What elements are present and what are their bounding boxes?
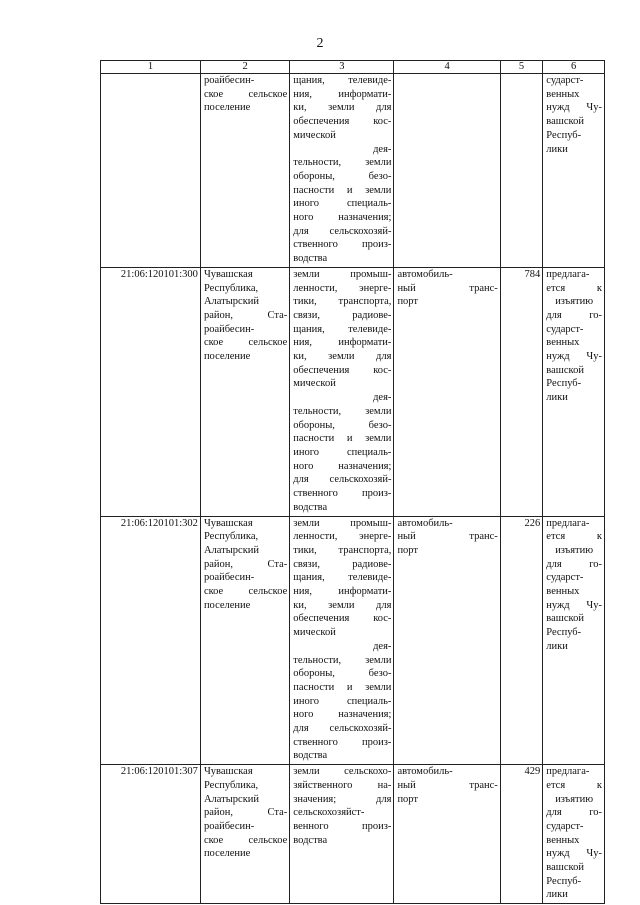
note-line: сударст- <box>546 323 584 335</box>
note-line: ется к <box>546 531 602 543</box>
column-number: 1 <box>101 61 201 74</box>
category-line: мической <box>293 129 336 141</box>
category-line: мической <box>293 627 336 639</box>
land-category-cell <box>290 74 394 268</box>
note-line: сударст- <box>546 75 584 86</box>
note-line: Респуб- <box>546 378 582 390</box>
location-line: поселение <box>203 351 251 363</box>
note-line: Респуб- <box>546 129 582 141</box>
category-line: значения; для <box>293 793 392 805</box>
category-line: связи, радиове- <box>293 309 392 321</box>
note-cell <box>543 765 605 904</box>
table-row <box>101 267 605 516</box>
table-row <box>101 765 605 904</box>
column-number-row <box>101 61 605 74</box>
note-line: вашской <box>546 364 584 376</box>
note-line: Респуб- <box>546 627 582 639</box>
note-line: лики <box>546 889 568 901</box>
note-line: нужд Чу- <box>546 102 602 114</box>
location-cell <box>200 765 289 904</box>
category-line: тики, транспорта, <box>293 296 392 308</box>
column-number: 2 <box>200 61 289 74</box>
location-line: роайбесин- <box>203 820 255 832</box>
land-category-cell <box>290 267 394 516</box>
category-line: обеспечения кос- <box>293 116 392 128</box>
note-line: изъятию <box>555 544 594 556</box>
land-category-cell <box>290 516 394 765</box>
permitted-use-cell <box>394 74 500 268</box>
category-line: земли сельскохо- <box>293 766 392 778</box>
page-number: 2 <box>316 36 324 51</box>
use-line: порт <box>397 296 419 308</box>
note-line: Респуб- <box>546 875 582 887</box>
category-line: иного специаль- <box>293 446 392 458</box>
note-line: вашской <box>546 862 584 874</box>
location-line: ское сельское <box>203 586 288 598</box>
category-line: иного специаль- <box>293 695 392 707</box>
cadastral-number: 21:06:120101:307 <box>101 765 201 904</box>
land-category-cell <box>290 765 394 904</box>
note-line: для го- <box>546 807 602 819</box>
location-line: поселение <box>203 599 251 611</box>
category-line: связи, радиове- <box>293 558 392 570</box>
category-line: водства <box>293 253 328 265</box>
permitted-use-cell <box>394 267 500 516</box>
note-line: предлага- <box>546 517 590 529</box>
use-line: порт <box>397 544 419 556</box>
category-line: водства <box>293 750 328 762</box>
category-line: земли промыш- <box>293 268 392 280</box>
note-cell <box>543 516 605 765</box>
category-line: ния, информати- <box>293 88 392 100</box>
category-line: тики, транспорта, <box>293 544 392 556</box>
note-line: венных <box>546 834 580 846</box>
location-line: поселение <box>203 102 251 114</box>
category-line: ки, земли для <box>293 351 392 363</box>
category-line: ственного произ- <box>293 736 392 748</box>
category-line: ленности, энерге- <box>293 531 392 543</box>
location-line: ское сельское <box>203 337 288 349</box>
category-line: для сельскохозяй- <box>293 723 392 735</box>
note-line: нужд Чу- <box>546 848 602 860</box>
category-line: иного специаль- <box>293 198 392 210</box>
use-line: ный транс- <box>397 779 498 791</box>
category-line: обеспечения кос- <box>293 613 392 625</box>
location-line: Чувашская <box>203 517 253 529</box>
column-number: 4 <box>394 61 500 74</box>
note-line: венных <box>546 586 580 598</box>
land-plots-table <box>100 60 605 904</box>
note-line: лики <box>546 640 568 652</box>
note-line: ется к <box>546 282 602 294</box>
category-line: для сельскохозяй- <box>293 474 392 486</box>
category-line: щания, телевиде- <box>293 75 392 86</box>
permitted-use-cell <box>394 765 500 904</box>
category-line: ния, информати- <box>293 337 392 349</box>
location-line: район, Ста- <box>203 807 288 819</box>
use-line: автомобиль- <box>397 268 453 280</box>
category-line: ного назначения; <box>293 709 392 721</box>
column-number: 6 <box>543 61 605 74</box>
location-cell <box>200 516 289 765</box>
cadastral-number <box>101 74 201 268</box>
note-line: лики <box>546 392 568 404</box>
category-line: венного произ- <box>293 820 392 832</box>
category-line: пасности и земли <box>293 681 392 693</box>
cadastral-number: 21:06:120101:302 <box>101 516 201 765</box>
location-line: Чувашская <box>203 766 253 778</box>
category-line: тельности, земли <box>293 405 392 417</box>
location-line: ское сельское <box>203 834 288 846</box>
permitted-use-cell <box>394 516 500 765</box>
location-line: поселение <box>203 848 251 860</box>
category-line: тельности, земли <box>293 157 392 169</box>
location-line: Республика, <box>203 531 259 543</box>
note-line: венных <box>546 88 580 100</box>
column-number: 3 <box>290 61 394 74</box>
category-line: дея- <box>373 392 392 404</box>
location-line: район, Ста- <box>203 558 288 570</box>
note-line: лики <box>546 143 568 155</box>
location-line: Алатырский <box>203 793 260 805</box>
category-line: обеспечения кос- <box>293 364 392 376</box>
category-line: ного назначения; <box>293 460 392 472</box>
use-line: ный транс- <box>397 282 498 294</box>
location-line: ское сельское <box>203 88 288 100</box>
location-line: Чувашская <box>203 268 253 280</box>
note-line: изъятию <box>555 793 594 805</box>
category-line: пасности и земли <box>293 433 392 445</box>
area-value: 784 <box>500 267 543 516</box>
category-line: зяйственного на- <box>293 779 392 791</box>
note-line: вашской <box>546 116 584 128</box>
note-cell <box>543 74 605 268</box>
category-line: тельности, земли <box>293 654 392 666</box>
category-line: ленности, энерге- <box>293 282 392 294</box>
location-line: Алатырский <box>203 296 260 308</box>
area-value: 226 <box>500 516 543 765</box>
category-line: ного назначения; <box>293 212 392 224</box>
use-line: автомобиль- <box>397 517 453 529</box>
note-line: нужд Чу- <box>546 351 602 363</box>
area-value: 429 <box>500 765 543 904</box>
note-line: сударст- <box>546 820 584 832</box>
use-line: ный транс- <box>397 531 498 543</box>
note-line: венных <box>546 337 580 349</box>
table-row <box>101 516 605 765</box>
note-line: изъятию <box>555 296 594 308</box>
location-line: роайбесин- <box>203 572 255 584</box>
area-value <box>500 74 543 268</box>
use-line: порт <box>397 793 419 805</box>
location-line: роайбесин- <box>203 323 255 335</box>
note-line: нужд Чу- <box>546 599 602 611</box>
location-line: район, Ста- <box>203 309 288 321</box>
location-line: Республика, <box>203 779 259 791</box>
category-line: пасности и земли <box>293 184 392 196</box>
note-line: для го- <box>546 558 602 570</box>
category-line: ния, информати- <box>293 586 392 598</box>
location-line: Республика, <box>203 282 259 294</box>
category-line: ственного произ- <box>293 239 392 251</box>
category-line: мической <box>293 378 336 390</box>
note-line: предлага- <box>546 268 590 280</box>
note-line: ется к <box>546 779 602 791</box>
category-line: щания, телевиде- <box>293 572 392 584</box>
category-line: для сельскохозяй- <box>293 225 392 237</box>
category-line: водства <box>293 501 328 513</box>
category-line: обороны, безо- <box>293 170 392 182</box>
use-line: автомобиль- <box>397 766 453 778</box>
category-line: ки, земли для <box>293 102 392 114</box>
note-line: вашской <box>546 613 584 625</box>
category-line: сельскохозяйст- <box>293 807 365 819</box>
note-line: предлага- <box>546 766 590 778</box>
category-line: земли промыш- <box>293 517 392 529</box>
category-line: обороны, безо- <box>293 668 392 680</box>
location-cell <box>200 74 289 268</box>
location-line: Алатырский <box>203 544 260 556</box>
category-line: дея- <box>373 640 392 652</box>
category-line: ки, земли для <box>293 599 392 611</box>
table-row <box>101 74 605 268</box>
cadastral-number: 21:06:120101:300 <box>101 267 201 516</box>
category-line: водства <box>293 834 328 846</box>
note-line: для го- <box>546 309 602 321</box>
category-line: обороны, безо- <box>293 419 392 431</box>
location-line: роайбесин- <box>203 75 255 86</box>
category-line: ственного произ- <box>293 488 392 500</box>
column-number: 5 <box>500 61 543 74</box>
category-line: щания, телевиде- <box>293 323 392 335</box>
location-cell <box>200 267 289 516</box>
category-line: дея- <box>373 143 392 155</box>
note-line: сударст- <box>546 572 584 584</box>
note-cell <box>543 267 605 516</box>
